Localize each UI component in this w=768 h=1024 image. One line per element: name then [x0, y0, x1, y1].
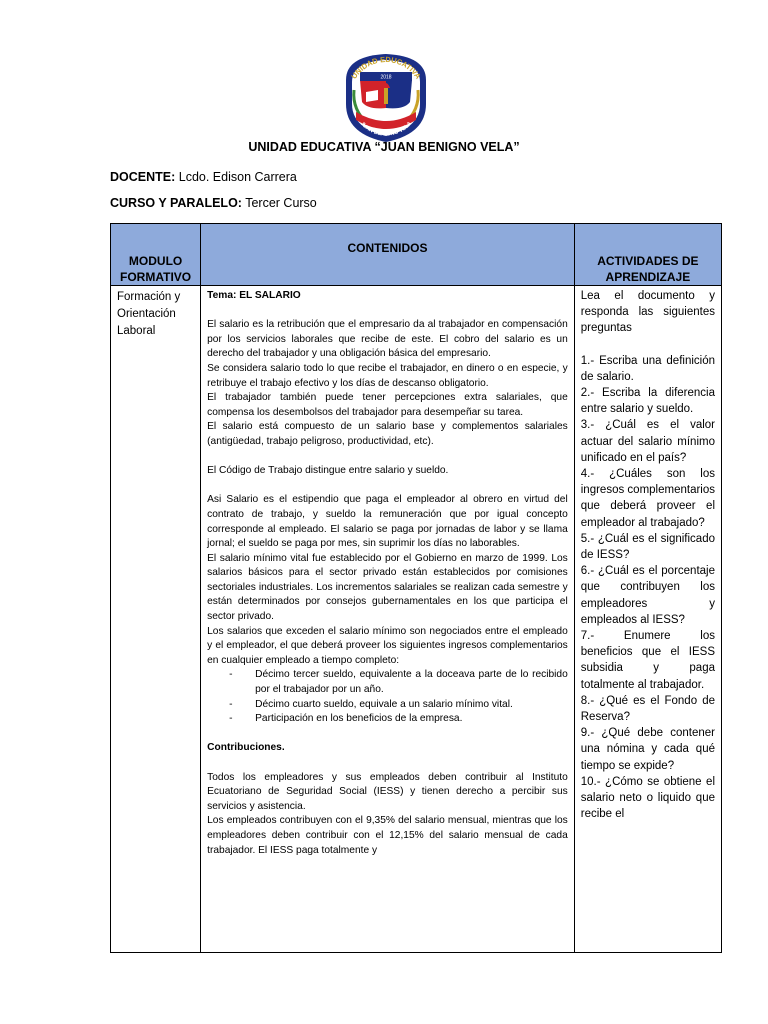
school-crest-logo [338, 50, 434, 144]
question-item: 2.- Escriba la diferencia entre salario y sueldo. [580, 387, 715, 416]
content-paragraph: El Código de Trabajo distingue entre salario y sueldo. [207, 465, 449, 477]
question-item: 9.- ¿Qué debe contener una nómina y cada qué tiempo se expide? [580, 727, 715, 772]
question-item: 3.- ¿Cuál es el valor actuar del salario mínimo unificado en el país? [580, 419, 715, 464]
contributions-heading: Contribuciones. [207, 742, 285, 754]
contents-cell [201, 286, 575, 953]
content-table [110, 223, 722, 953]
logo-year: 2018 [380, 74, 392, 81]
curso-line [110, 196, 317, 210]
content-paragraph: Los salarios que exceden el salario mínimo son negociados entre el empleado y el empleador, el que deberá proveer los siguientes ingresos complementarios en cualquier empleado a tiempo completo: [207, 625, 568, 666]
docente-label: DOCENTE: [110, 170, 176, 184]
content-paragraph: El salario está compuesto de un salario base y complementos salariales (antigüedad, trabajo peligroso, productividad, etc). [207, 421, 568, 447]
question-item: 6.- ¿Cuál es el porcentaje que contribuyen los empleadores y empleados al IESS? [580, 565, 715, 626]
list-item: - Participación en los beneficios de la empresa. [229, 713, 463, 725]
logo-top-text: UNIDAD EDUCATIVA [349, 54, 423, 81]
question-item: 10.- ¿Cómo se obtiene el salario neto o liquido que recibe el [580, 775, 715, 821]
table-header-row [111, 224, 722, 286]
question-item: 4.- ¿Cuáles son los ingresos complementarios que deberá proveer el empleador al trabajado? [580, 468, 715, 529]
docente-line [110, 170, 297, 184]
question-item: 5.- ¿Cuál es el significado de IESS? [580, 532, 715, 562]
question-item: 8.- ¿Qué es el Fondo de Reserva? [580, 694, 715, 724]
docente-value: Lcdo. Edison Carrera [175, 170, 297, 184]
header-contenidos: CONTENIDOS [201, 224, 575, 286]
content-paragraph: Los empleados contribuyen con el 9,35% del salario mensual, mientras que los empleadores deben contribuir con el 12,15% del salario mensual de cada trabajador. El IESS paga totalmente y [207, 815, 568, 856]
content-paragraph: El salario es la retribución que el empresario da al trabajador en compensación por los servicios laborales que recibe de este. El cobro del salario es un derecho del trabajador y una obligación básica del empresario. [207, 319, 568, 360]
content-paragraph: El salario mínimo vital fue establecido por el Gobierno en marzo de 1999. Los salarios básicos para el sector privado están establecidos por comisiones sectoriales industriales. Los incrementos salariales se realizan cada semestre y están determinados por consejos gubernamentales en los que participa el sector privado. [207, 552, 568, 623]
question-item: 7.- Enumere los beneficios que el IESS subsidia y paga totalmente al trabajador. [580, 630, 715, 691]
document-title: UNIDAD EDUCATIVA “JUAN BENIGNO VELA” [248, 140, 520, 154]
content-paragraph: El trabajador también puede tener percepciones extra salariales, que compensa los desembolsos del trabajador para desempeñar su tarea. [207, 392, 568, 418]
header-actividades: ACTIVIDADES DE APRENDIZAJE [574, 224, 721, 286]
complementary-income-list [207, 668, 568, 726]
curso-label: CURSO Y PARALELO: [110, 196, 242, 210]
activities-cell [574, 286, 721, 953]
question-item: 1.- Escriba una definición de salario. [580, 354, 715, 383]
activities-intro: Lea el documento y responda las siguientes preguntas [580, 290, 715, 335]
header-modulo: MODULO FORMATIVO [111, 224, 201, 286]
list-item: - Décimo cuarto sueldo, equivale a un salario mínimo vital. [229, 698, 513, 710]
content-paragraph: Todos los empleadores y sus empleados deben contribuir al Instituto Ecuatoriano de Seguridad Social (IESS) y tienen derecho a percibir sus servicios y asistencia. [207, 771, 568, 812]
content-paragraph: Asi Salario es el estipendio que paga el empleador al obrero en virtud del contrato de trabajo, y sueldo la remuneración que por igual concepto corresponde al empleado. El salario se paga por jornadas de labor y se llama jornal; el sueldo se paga por mes, sin suprimir los días no laborables. [207, 494, 568, 550]
tema-heading: Tema: EL SALARIO [207, 290, 301, 301]
logo-bottom-text: JUAN BENIGNO VELA [358, 120, 414, 138]
content-paragraph: Se considera salario todo lo que recibe el trabajador, en dinero o en especie, y retribuye el trabajo efectivo y los días de descanso obligatorio. [207, 362, 568, 389]
list-item: - Décimo tercer sueldo, equivalente a la doceava parte de lo recibido por el trabajador por un año. [229, 669, 568, 696]
curso-value: Tercer Curso [241, 196, 317, 210]
module-name: Formación y Orientación Laboral [117, 291, 181, 337]
module-cell [111, 286, 201, 953]
table-body-row [111, 286, 722, 953]
